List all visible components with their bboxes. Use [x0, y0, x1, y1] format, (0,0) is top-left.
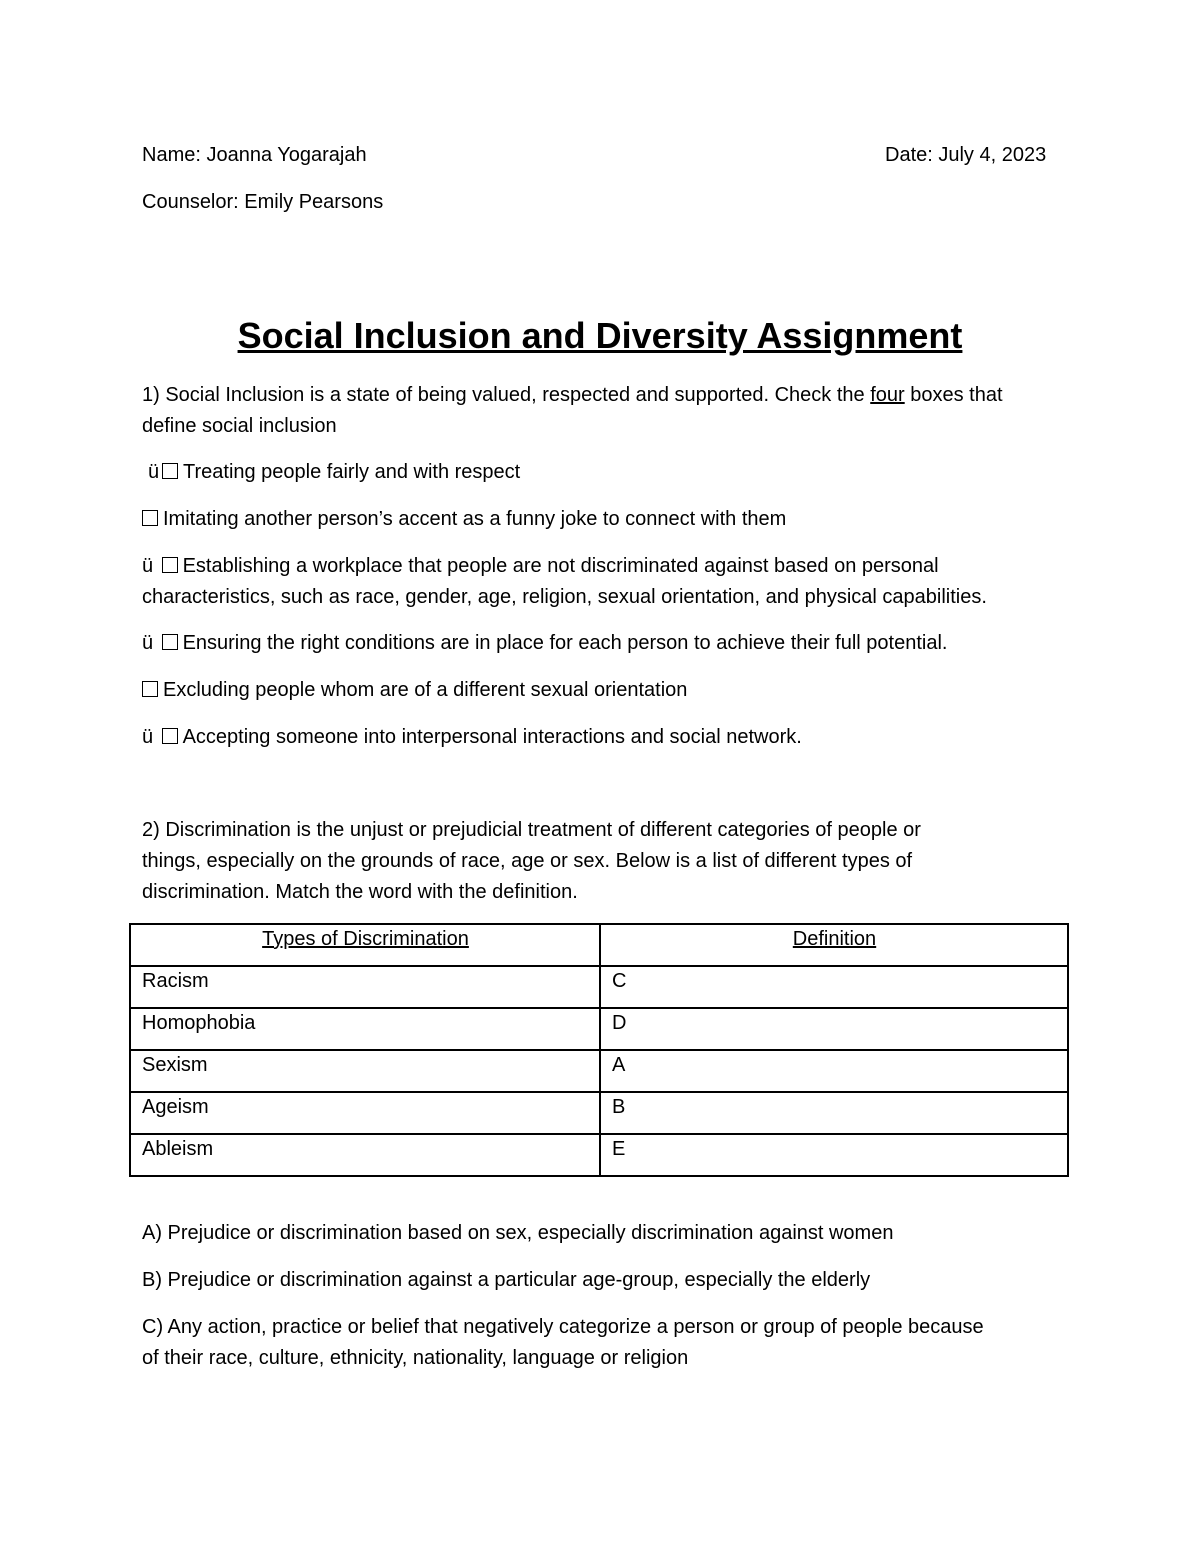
- check-mark-icon: ü: [142, 632, 154, 654]
- student-name: Name: Joanna Yogarajah: [142, 144, 367, 166]
- question-1-prompt-end: boxes that: [904, 384, 1003, 406]
- definition-a: A) Prejudice or discrimination based on sex, especially discrimination against women: [142, 1222, 894, 1244]
- question-1-prompt-line2: define social inclusion: [142, 415, 337, 437]
- option-1-label: Treating people fairly and with respect: [183, 461, 521, 483]
- definition-c: C) Any action, practice or belief that negatively categorize a person or group of people because: [142, 1316, 984, 1338]
- definition-b: B) Prejudice or discrimination against a particular age-group, especially the elderly: [142, 1269, 871, 1291]
- column-header-type: Types of Discrimination: [130, 924, 600, 966]
- definition-cell[interactable]: E: [600, 1134, 1068, 1176]
- type-cell: Sexism: [130, 1050, 600, 1092]
- check-mark-icon: ü: [148, 461, 160, 483]
- table-row: [130, 1008, 1068, 1050]
- counselor-name: Counselor: Emily Pearsons: [142, 191, 384, 213]
- definition-c-line2: of their race, culture, ethnicity, nationality, language or religion: [142, 1347, 689, 1369]
- type-cell: Ageism: [130, 1092, 600, 1134]
- table-row: [130, 1050, 1068, 1092]
- checkbox-3[interactable]: [162, 557, 178, 573]
- option-2: [142, 507, 786, 531]
- option-5-label: Excluding people whom are of a different sexual orientation: [163, 679, 688, 701]
- definition-cell[interactable]: B: [600, 1092, 1068, 1134]
- checkbox-4[interactable]: [162, 634, 178, 650]
- question-1-prompt: [142, 383, 1003, 407]
- column-header-definition: Definition: [600, 924, 1068, 966]
- discrimination-table: [129, 923, 1069, 1177]
- type-cell: Racism: [130, 966, 600, 1008]
- option-3-label: Establishing a workplace that people are not discriminated against based on personal: [182, 555, 939, 577]
- question-1-prompt-start: 1) Social Inclusion is a state of being valued, respected and supported. Check the: [142, 384, 871, 406]
- check-mark-icon: ü: [142, 555, 154, 577]
- definition-cell[interactable]: D: [600, 1008, 1068, 1050]
- question-2-prompt-line3: discrimination. Match the word with the definition.: [142, 881, 578, 903]
- table-header-row: [130, 924, 1068, 966]
- checkbox-5[interactable]: [142, 681, 158, 697]
- page-title: Social Inclusion and Diversity Assignment: [237, 315, 963, 356]
- option-6-label: Accepting someone into interpersonal interactions and social network.: [182, 726, 802, 748]
- option-3-label-line2: characteristics, such as race, gender, age, religion, sexual orientation, and physical capabilities.: [142, 586, 987, 608]
- type-cell: Homophobia: [130, 1008, 600, 1050]
- table-row: [130, 1092, 1068, 1134]
- option-6: [142, 725, 802, 749]
- assignment-date: Date: July 4, 2023: [885, 144, 1047, 166]
- question-1-prompt-emphasis: four: [870, 384, 905, 406]
- table-row: [130, 966, 1068, 1008]
- option-5: [142, 678, 687, 702]
- checkbox-2[interactable]: [142, 510, 158, 526]
- checkbox-1[interactable]: [162, 463, 178, 479]
- check-mark-icon: ü: [142, 726, 154, 748]
- question-2-prompt-line2: things, especially on the grounds of race, age or sex. Below is a list of different types of: [142, 850, 913, 872]
- checkbox-6[interactable]: [162, 728, 178, 744]
- definition-cell[interactable]: A: [600, 1050, 1068, 1092]
- option-3: [142, 554, 939, 578]
- table-row: [130, 1134, 1068, 1176]
- option-4: [142, 631, 947, 655]
- definition-cell[interactable]: C: [600, 966, 1068, 1008]
- type-cell: Ableism: [130, 1134, 600, 1176]
- option-2-label: Imitating another person’s accent as a funny joke to connect with them: [163, 508, 787, 530]
- option-1: [148, 460, 520, 484]
- option-4-label: Ensuring the right conditions are in place for each person to achieve their full potential.: [182, 632, 948, 654]
- question-2-prompt-line1: 2) Discrimination is the unjust or prejudicial treatment of different categories of people or: [142, 819, 921, 841]
